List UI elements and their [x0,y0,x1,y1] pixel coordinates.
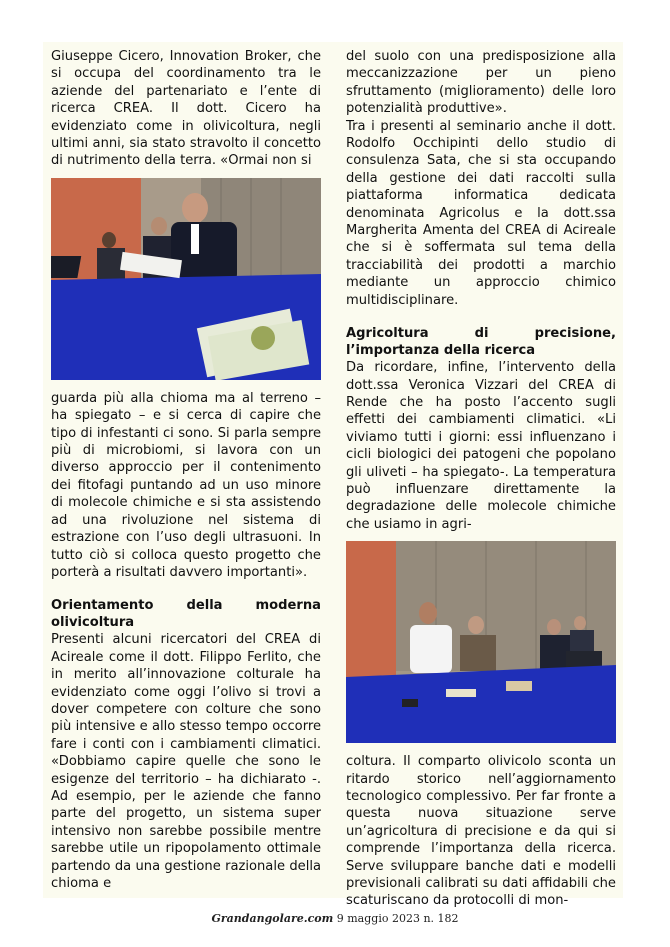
left-paragraph-1: Giuseppe Cicero, Innovation Broker, che si occupa del coordinamento tra le aziende del partenariato e l’ente di ricerca CREA. Il dott. Cicero ha evidenziato come in olivicoltura, negli ultimi anni, sia stato stravolto il concetto di nutrimento della terra. «Ormai non si [51,49,321,169]
photo2-table [346,665,616,743]
left-section-heading: Orientamento della moderna olivicoltura [51,598,321,631]
conference-photo-1 [51,178,321,380]
photo1-person-middle [151,217,167,235]
left-column [51,48,321,892]
right-paragraph-2: Tra i presenti al seminario anche il dott. Rodolfo Occhipinti dello studio di consulenza Sata, che si sta occupando della gestione dei dati raccolti sulla piattaforma informatica dedicata denominata Agricolus e la dott.ssa Margherita Amenta del CREA di Acireale che si è soffermata sul tema della tracciabilità dei prodotti a marchio mediante un approccio chimico multidisciplinare. [346,118,616,308]
page-footer [0,912,670,925]
right-paragraph-3: Da ricordare, infine, l’intervento della dott.ssa Veronica Vizzari del CREA di Rende che ha posto l’accento sugli effetti dei cambiamenti climatici. «Li viviamo tutti i giorni: essi influenzano i cicli biologici dei patogeni che popolano gli uliveti – ha spiegato-. La temperatura può influenzare direttamente la degradazione delle molecole chimiche che usiamo in agri- [346,360,616,532]
footer-issue-info: 9 maggio 2023 n. 182 [333,912,459,925]
photo2-orange-wall [346,541,396,681]
right-section-heading: Agricoltura di precisione, l’importanza della ricerca [346,326,616,359]
right-column [346,48,616,910]
photo2-person-4 [574,616,586,630]
left-paragraph-3: Presenti alcuni ricercatori del CREA di Acireale come il dott. Filippo Ferlito, che in merito all’innovazione colturale ha evidenziato come oggi l’olivo si trovi a dover competere con colture che sono più intensive e allo stesso tempo occorre fare i conti con i cambiamenti climatici. «Dobbiamo capire quelle che sono le esigenze del territorio – ha dichiarato -. Ad esempio, per le aziende che fanno parte del progetto, un sistema super intensivo non sarebbe possibile mentre sarebbe utile un ripopolamento ottimale partendo da una gestione razionale della chioma e [51,632,321,891]
photo2-person-2 [468,616,484,634]
left-paragraph-2: guarda più alla chioma ma al terreno – ha spiegato – e si cerca di capire che tipo di infestanti ci sono. Si parla sempre più di microbiomi, si lavora con un diverso approccio per il contenimento dei fitofagi puntando ad un uso minore di molecole chimiche e si sta assistendo ad una rivoluzione nel sistema di estrazione con l’uso degli ultrasuoni. In tutto ciò si colloca questo progetto che porterà a risultati davvero importanti». [51,390,321,580]
right-paragraph-4: coltura. Il comparto olivicolo sconta un ritardo storico nell’aggiornamento tecnologico complessivo. Per far fronte a questa nuova situazione serve un’agricoltura di precisione e da qui si comprende l’importanza della ricerca. Serve sviluppare banche dati e modelli previsionali calibrati su dati affidabili che scaturiscano da protocolli di mon- [346,754,616,909]
photo1-laptop [51,256,81,278]
footer-brand: Grandangolare.com [211,912,334,925]
page-sheet [43,42,623,909]
conference-photo-2 [346,541,616,743]
photo1-speaker [182,193,208,223]
photo2-person-3 [547,619,561,635]
photo2-speaker [419,602,437,624]
right-paragraph-1: del suolo con una predisposizione alla meccanizzazione per un pieno sfruttamento (miglioramento) delle loro potenzialità produttive». [346,49,616,117]
photo1-person-left [102,232,116,248]
